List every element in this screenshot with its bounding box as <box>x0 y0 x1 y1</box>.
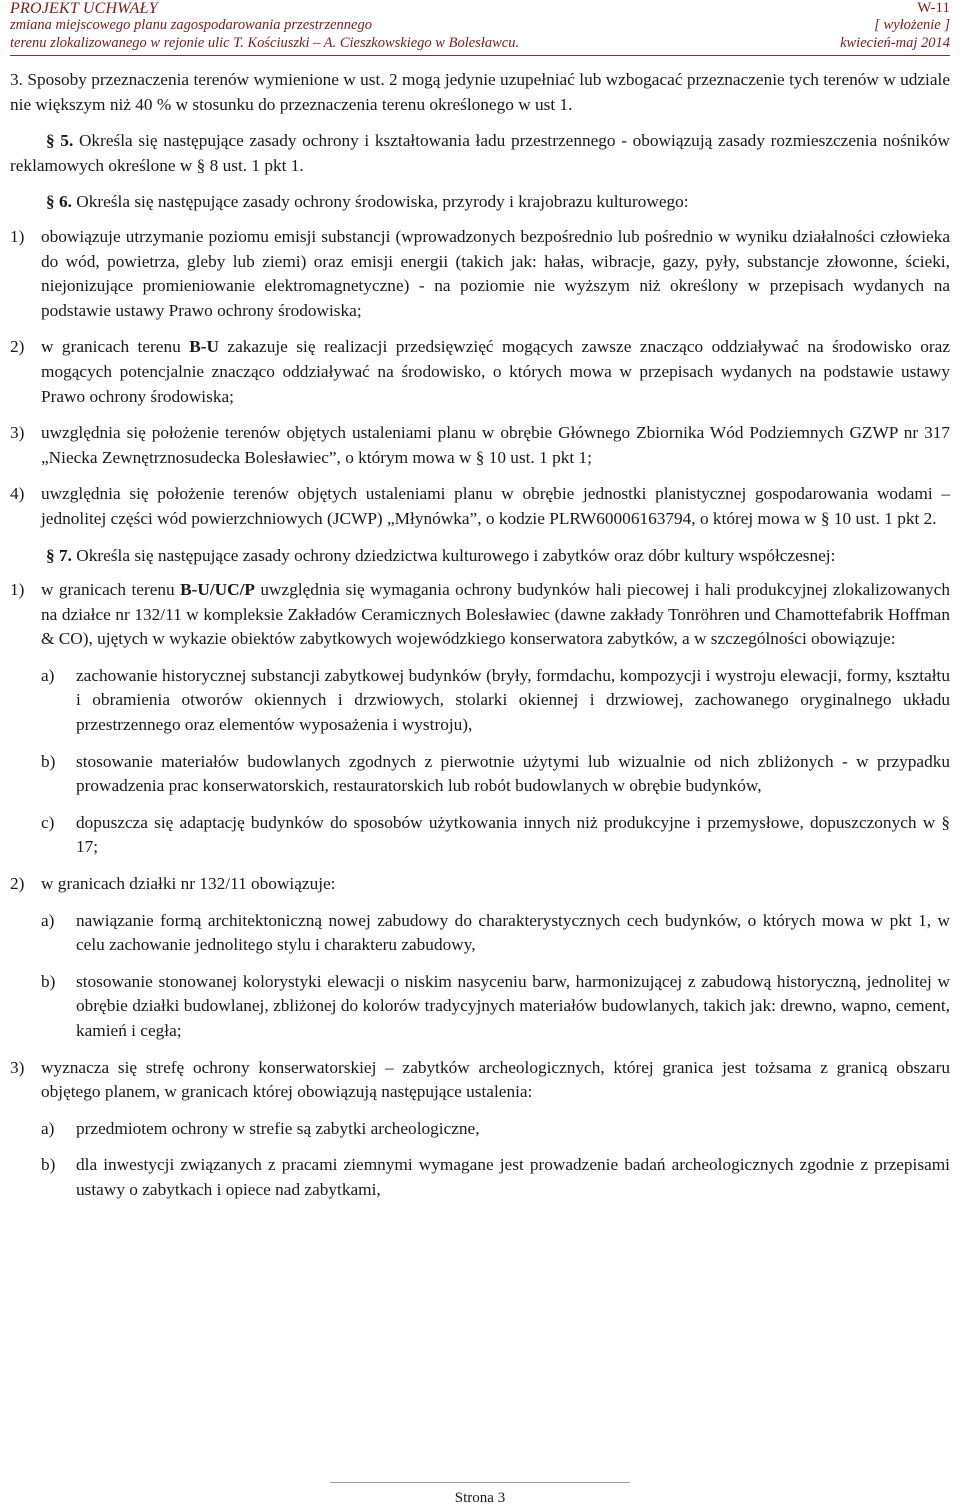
s7-item-3-sub-b-text: dla inwestycji związanych z pracami ziemnymi wymagane jest prowadzenie badań archeologicznych zgodnie z przepisami ustawy o zabytkach i opiece nad zabytkami, <box>76 1155 950 1199</box>
section-5-number: § 5. <box>46 131 74 151</box>
s7-item-3-num: 3) <box>10 1057 25 1077</box>
section-5-text: Określa się następujące zasady ochrony i kształtowania ładu przestrzennego - obowiązują zasady rozmieszczenia nośników reklamowych określone w § 8 ust. 1 pkt 1. <box>10 131 950 175</box>
s7-item-1-sub-b-num: b) <box>41 751 56 771</box>
s6-item-2-bold: B-U <box>189 337 219 357</box>
s6-item-3-text: uwzględnia się położenie terenów objętych ustaleniami planu w obrębie Głównego Zbiornika Wód Podziemnych GZWP nr 317 „Niecka Zewnętrznosudecka Bolesławiec”, o którym mowa w § 10 ust. 1 pkt 1; <box>41 423 950 467</box>
s7-item-3-sub-a-text: przedmiotem ochrony w strefie są zabytki archeologiczne, <box>76 1118 480 1138</box>
s6-item-2-num: 2) <box>10 337 25 357</box>
s6-item-1-text: obowiązuje utrzymanie poziomu emisji substancji (wprowadzonych bezpośrednio lub pośrednio w wyniku działalności człowieka do wód, powietrza, gleby lub ziemi) oraz emisji energii (takich jak: hałas, wibracje, gazy, pyły, substancje złowonne, ścieki, niejonizujące promieniowanie elektromagnetyczne) - na poziomie nie wyższym niż określony w przepisach wydanych na podstawie ustawy Prawo ochrony środowiska; <box>41 226 950 320</box>
footer-divider <box>330 1482 630 1483</box>
s6-item-2 <box>10 335 950 409</box>
paragraph-3: 3. Sposoby przeznaczenia terenów wymienione w ust. 2 mogą jedynie uzupełniać lub wzbogacać przeznaczenie tych terenów w udziale nie większym niż 40 % w stosunku do przeznaczenia terenu określonego w ust 1. <box>10 70 950 114</box>
s6-item-2-post: zakazuje się realizacji przedsięwzięć mogących zawsze znacząco oddziaływać na środowisko oraz mogących potencjalnie znacząco oddziaływać na środowisko, o których mowa w przepisach wydanych na podstawie ustawy Prawo ochrony środowiska; <box>41 337 950 406</box>
s7-item-2-sub-b <box>41 970 950 1044</box>
s7-item-2-num: 2) <box>10 874 25 894</box>
section-7-text: Określa się następujące zasady ochrony dziedzictwa kulturowego i zabytków oraz dóbr kultury współczesnej: <box>76 545 836 565</box>
s7-item-2-sub-a-num: a) <box>41 910 55 930</box>
s7-item-3-sub-b <box>41 1153 950 1202</box>
header-status: [ wyłożenie ] <box>874 17 950 33</box>
s6-item-2-pre: w granicach terenu <box>41 337 190 357</box>
s7-item-2-sub-b-num: b) <box>41 971 56 991</box>
s7-item-3 <box>10 1056 950 1105</box>
header-location: terenu zlokalizowanego w rejonie ulic T. Kościuszki – A. Cieszkowskiego w Bolesławcu. <box>10 35 520 51</box>
page-header <box>10 0 950 56</box>
s7-item-2-sub-a-text: nawiązanie formą architektoniczną nowej zabudowy do charakterystycznych cech budynków, o których mowa w pkt 1, w celu zachowanie jednolitego stylu i charakteru zabudowy, <box>76 910 950 955</box>
s7-item-1-sub-c-text: dopuszcza się adaptację budynków do sposobów użytkowania innych niż produkcyjne i przemysłowe, dopuszczonych w § 17; <box>76 812 950 857</box>
s7-item-1-bold: B-U/UC/P <box>180 580 255 600</box>
section-7-number: § 7. <box>46 545 72 565</box>
s6-item-4-text: uwzględnia się położenie terenów objętych ustaleniami planu w obrębie jednostki planistycznej gospodarowania wodami – jednolitej części wód powierzchniowych (JCWP) „Młynówka”, o kodzie PLRW60006163794, o której mowa w § 10 ust. 1 pkt 2. <box>41 484 950 528</box>
s7-item-1-sub-c-num: c) <box>41 812 55 832</box>
header-doc-code: W-11 <box>917 0 950 16</box>
s7-item-3-text: wyznacza się strefę ochrony konserwatorskiej – zabytków archeologicznych, której granica jest tożsama z granicą obszaru objętego planem, w granicach której obowiązują następujące ustalenia: <box>41 1057 950 1102</box>
s7-item-3-sub-a <box>41 1117 950 1142</box>
header-title: PROJEKT UCHWAŁY <box>10 0 158 17</box>
s7-item-1-sub-a-num: a) <box>41 665 55 685</box>
s7-item-2-sub-a <box>41 909 950 958</box>
s7-item-1-sub-a <box>41 664 950 738</box>
page-number: Strona 3 <box>454 1490 506 1506</box>
s7-item-1-pre: w granicach terenu <box>41 580 181 600</box>
section-6 <box>10 190 950 215</box>
s7-item-1-sub-b-text: stosowanie materiałów budowlanych zgodnych z pierwotnie użytymi lub wizualnie od nich zbliżonych - w przypadku prowadzenia prac konserwatorskich, restauratorskich lub robót budowlanych w obrębie budynków, <box>76 751 950 796</box>
s6-item-3 <box>10 421 950 470</box>
s6-item-1-num: 1) <box>10 226 25 246</box>
s6-item-3-num: 3) <box>10 423 25 443</box>
s6-item-4-num: 4) <box>10 484 25 504</box>
header-subtitle: zmiana miejscowego planu zagospodarowania przestrzennego <box>10 17 372 33</box>
section-6-text: Określa się następujące zasady ochrony środowiska, przyrody i krajobrazu kulturowego: <box>76 192 689 212</box>
header-divider <box>10 55 950 56</box>
s7-item-1-sub-b <box>41 750 950 799</box>
s7-item-1-sub-a-text: zachowanie historycznej substancji zabytkowej budynków (bryły, formdachu, kompozycji i wystroju elewacji, formy, kształtu i obramienia otworów okiennych i drzwiowych, stolarki okiennej i drzwiowej, zachowanego oryginalnego układu przestrzennego oraz elementów wyposażenia i wystroju), <box>76 665 950 735</box>
section-5 <box>10 129 950 178</box>
s7-item-3-sub-b-num: b) <box>41 1155 56 1175</box>
s7-item-1-num: 1) <box>10 580 25 600</box>
s7-item-1 <box>10 578 950 652</box>
section-6-number: § 6. <box>46 192 72 212</box>
s7-item-2-sub-b-text: stosowanie stonowanej kolorystyki elewacji o niskim nasyceniu barw, harmonizującej z zabudową historyczną, jednolitej w obrębie działki budowlanej, zbliżonej do kolorów tradycyjnych materiałów budowlanych, takich jak: drewno, wapno, cement, kamień i cegła; <box>76 971 950 1040</box>
section-7 <box>10 544 950 569</box>
header-date: kwiecień-maj 2014 <box>840 35 950 51</box>
s6-item-4 <box>10 482 950 531</box>
s6-item-1 <box>10 225 950 323</box>
s7-item-2-text: w granicach działki nr 132/11 obowiązuje: <box>41 874 336 894</box>
s7-item-2 <box>10 872 950 897</box>
s7-item-1-sub-c <box>41 811 950 860</box>
s7-item-1-post: uwzględnia się wymagania ochrony budynków hali piecowej i hali produkcyjnej zlokalizowanych na działce nr 132/11 w kompleksie Zakładów Ceramicznych Bolesławiec (dawne zakłady Tonröhren und Chamottefabrik Hoffman & CO), ujętych w wykazie obiektów zabytkowych wojewódzkiego konserwatora zabytków, a w szczególności obowiązuje: <box>41 580 951 649</box>
document-body <box>10 68 950 1203</box>
s7-item-3-sub-a-num: a) <box>41 1118 55 1138</box>
